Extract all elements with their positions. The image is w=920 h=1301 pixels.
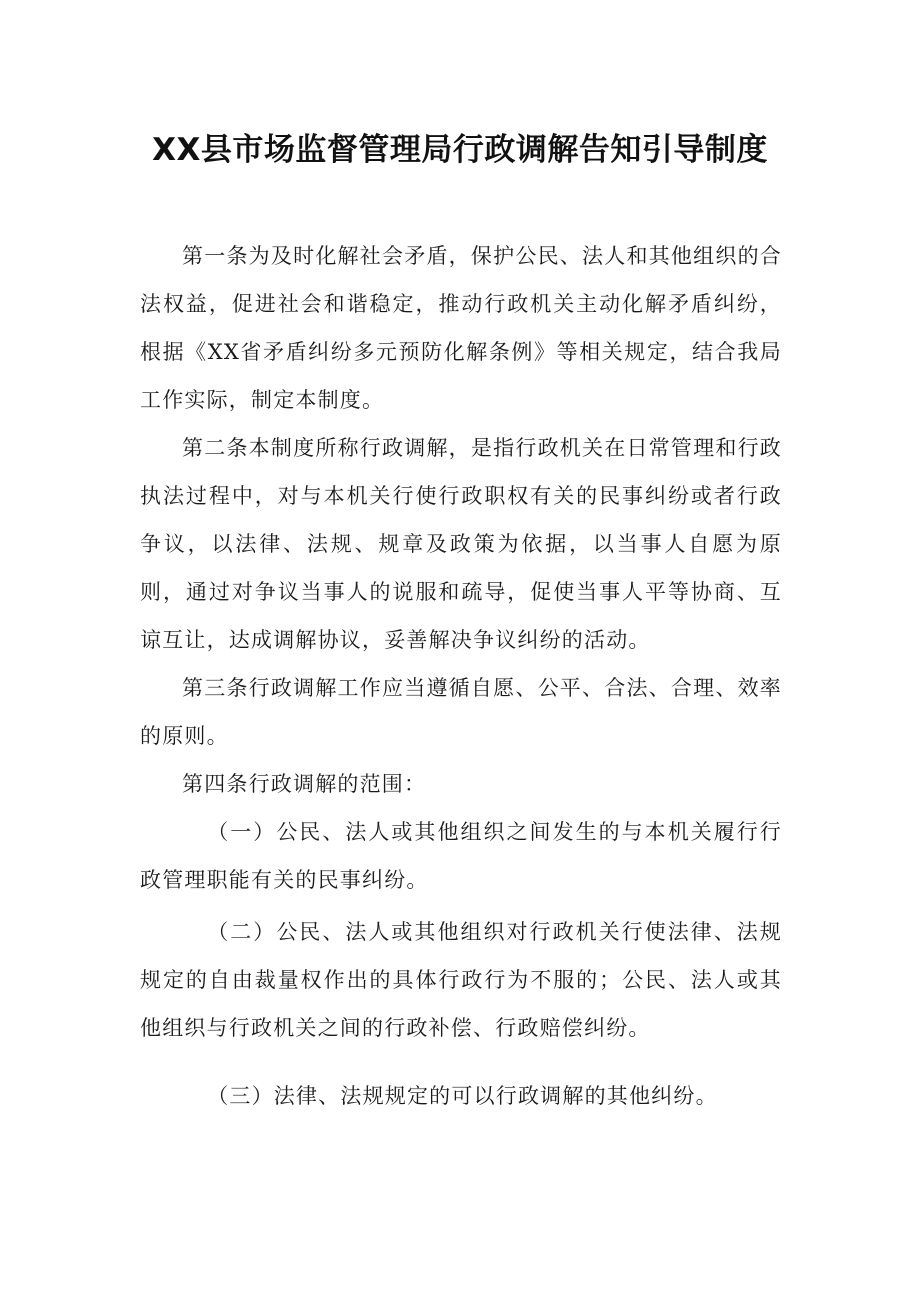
scope-item-2: （二）公民、法人或其他组织对行政机关行使法律、法规规定的自由裁量权作出的具体行政行为不服的；公民、法人或其他组织与行政机关之间的行政补偿、行政赔偿纠纷。 — [140, 920, 782, 1040]
document-title: XX县市场监督管理局行政调解告知引导制度 — [152, 132, 768, 168]
article-2-paragraph: 第二条本制度所称行政调解，是指行政机关在日常管理和行政执法过程中，对与本机关行使行政职权有关的民事纠纷或者行政争议，以法律、法规、规章及政策为依据，以当事人自愿为原则，通过对争议当事人的说服和疏导，促使当事人平等协商、互谅互让，达成调解协议，妥善解决争议纠纷的活动。 — [140, 436, 782, 652]
scope-item-1: （一）公民、法人或其他组织之间发生的与本机关履行行政管理职能有关的民事纠纷。 — [140, 820, 782, 892]
article-4-paragraph: 第四条行政调解的范围： — [182, 772, 427, 796]
article-3-paragraph: 第三条行政调解工作应当遵循自愿、公平、合法、合理、效率的原则。 — [140, 676, 782, 748]
scope-item-3: （三）法律、法规规定的可以行政调解的其他纠纷。 — [207, 1084, 718, 1108]
article-1-paragraph: 第一条为及时化解社会矛盾，保护公民、法人和其他组织的合法权益，促进社会和谐稳定，推动行政机关主动化解矛盾纠纷，根据《XX省矛盾纠纷多元预防化解条例》等相关规定，结合我局工作实际，制定本制度。 — [140, 244, 782, 412]
document-body — [140, 232, 782, 1120]
